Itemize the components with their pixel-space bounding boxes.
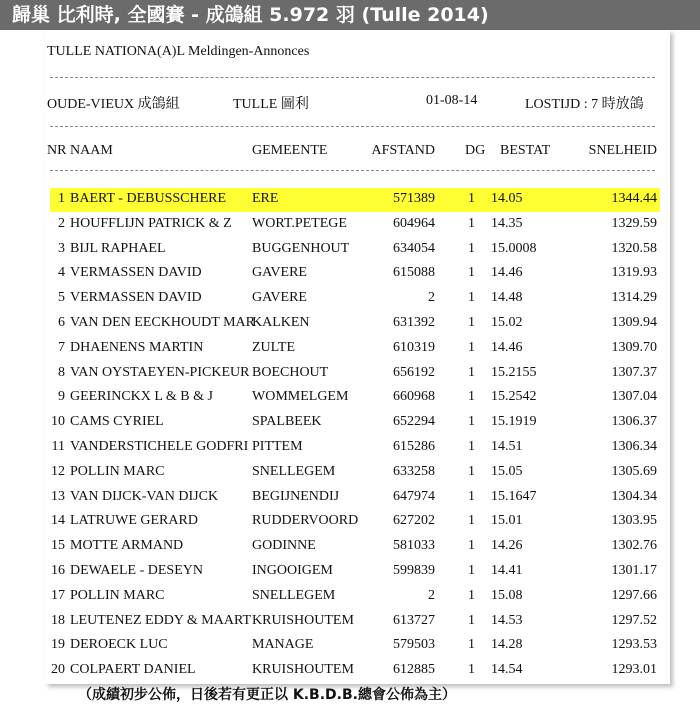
cell-nr: 20 xyxy=(51,662,65,678)
cell-nr: 1 xyxy=(58,191,65,206)
cell-dg: 1 xyxy=(468,463,475,479)
cell-dg: 1 xyxy=(468,513,475,529)
cell-snelheid: 1306.37 xyxy=(611,414,657,430)
cell-dg: 1 xyxy=(468,339,475,355)
cell-afstand: 634054 xyxy=(393,240,435,256)
cell-dg: 1 xyxy=(468,587,475,603)
cell-gemeente: SNELLEGEM xyxy=(252,463,336,479)
cell-afstand: 2 xyxy=(428,290,435,306)
cell-bestat: 14.46 xyxy=(491,339,523,355)
header-afstand: AFSTAND xyxy=(371,143,435,158)
cell-afstand: 652294 xyxy=(393,414,435,430)
cell-bestat: 14.41 xyxy=(491,563,523,578)
cell-snelheid: 1309.94 xyxy=(611,315,657,330)
table-row xyxy=(45,337,670,361)
cell-bestat: 14.35 xyxy=(491,215,523,231)
cell-snelheid: 1303.95 xyxy=(611,513,657,529)
cell-gemeente: PITTEM xyxy=(252,439,303,454)
cell-naam: HOUFFLIJN PATRICK & Z xyxy=(70,215,232,231)
table-row xyxy=(45,510,670,534)
cell-nr: 14 xyxy=(51,513,65,529)
cell-naam: BAERT - DEBUSSCHERE xyxy=(70,191,227,206)
cell-nr: 3 xyxy=(58,240,65,256)
cell-naam: POLLIN MARC xyxy=(70,587,165,603)
cell-afstand: 2 xyxy=(428,587,435,603)
cell-naam: POLLIN MARC xyxy=(70,463,165,479)
cell-gemeente: WOMMELGEM xyxy=(252,389,349,405)
cell-naam: VERMASSEN DAVID xyxy=(70,290,202,306)
cell-dg: 1 xyxy=(468,215,475,231)
table-row xyxy=(45,461,670,485)
cell-dg: 1 xyxy=(468,637,475,653)
cell-bestat: 15.0008 xyxy=(491,240,537,256)
cell-bestat: 15.02 xyxy=(491,315,523,330)
cell-gemeente: RUDDERVOORD xyxy=(252,513,359,529)
cell-afstand: 631392 xyxy=(393,315,435,330)
cell-naam: BIJL RAPHAEL xyxy=(70,240,166,256)
cell-gemeente: BOECHOUT xyxy=(252,364,329,380)
cell-bestat: 14.53 xyxy=(491,612,523,628)
cell-gemeente: INGOOIGEM xyxy=(252,563,333,578)
cell-afstand: 612885 xyxy=(393,662,435,678)
cell-naam: LATRUWE GERARD xyxy=(70,513,198,529)
cell-naam: DEWAELE - DESEYN xyxy=(70,563,203,578)
cell-afstand: 615088 xyxy=(393,265,435,281)
cell-afstand: 599839 xyxy=(393,563,435,578)
cell-dg: 1 xyxy=(468,563,475,578)
cell-naam: VAN DEN EECKHOUDT MAR xyxy=(70,315,255,330)
cell-nr: 19 xyxy=(51,637,65,653)
cell-snelheid: 1314.29 xyxy=(611,290,657,306)
cell-bestat: 15.05 xyxy=(491,463,523,479)
cell-snelheid: 1293.01 xyxy=(611,662,657,678)
cell-gemeente: GODINNE xyxy=(252,538,316,554)
cell-naam: CAMS CYRIEL xyxy=(70,414,164,430)
cell-snelheid: 1302.76 xyxy=(611,538,657,554)
cell-gemeente: KRUISHOUTEM xyxy=(252,662,354,678)
table-row xyxy=(45,411,670,435)
cell-snelheid: 1344.44 xyxy=(611,191,657,206)
cell-bestat: 14.54 xyxy=(491,662,523,678)
cell-gemeente: BEGIJNENDIJ xyxy=(252,488,340,504)
cell-afstand: 647974 xyxy=(393,488,435,504)
cell-dg: 1 xyxy=(468,290,475,306)
table-row xyxy=(45,386,670,410)
cell-dg: 1 xyxy=(468,389,475,405)
cell-gemeente: KALKEN xyxy=(252,315,310,330)
cell-bestat: 15.2155 xyxy=(491,364,537,380)
cell-dg: 1 xyxy=(468,662,475,678)
cell-dg: 1 xyxy=(468,612,475,628)
cell-bestat: 14.48 xyxy=(491,290,523,306)
page-banner-title: 歸巢 比利時, 全國賽 - 成鴿組 5.972 羽 (Tulle 2014) xyxy=(0,0,700,30)
cell-nr: 17 xyxy=(51,587,65,603)
cell-snelheid: 1304.34 xyxy=(611,488,657,504)
table-row xyxy=(45,238,670,262)
table-row xyxy=(45,659,670,683)
cell-naam: DHAENENS MARTIN xyxy=(70,339,204,355)
cell-gemeente: SNELLEGEM xyxy=(252,587,336,603)
cell-snelheid: 1306.34 xyxy=(611,439,657,454)
cell-naam: GEERINCKX L & B & J xyxy=(70,389,213,405)
cell-nr: 16 xyxy=(51,563,65,578)
cell-nr: 5 xyxy=(58,290,65,306)
table-row xyxy=(45,287,670,311)
table-row xyxy=(45,535,670,559)
cell-nr: 12 xyxy=(51,463,65,479)
cell-nr: 6 xyxy=(58,315,65,330)
cell-nr: 15 xyxy=(51,538,65,554)
cell-bestat: 14.46 xyxy=(491,265,523,281)
cell-bestat: 15.08 xyxy=(491,587,523,603)
table-row xyxy=(45,188,670,212)
cell-nr: 4 xyxy=(58,265,65,281)
cell-naam: LEUTENEZ EDDY & MAART xyxy=(70,612,252,628)
cell-nr: 13 xyxy=(51,488,65,504)
cell-snelheid: 1307.04 xyxy=(611,389,657,405)
cell-dg: 1 xyxy=(468,240,475,256)
cell-bestat: 15.1919 xyxy=(491,414,537,430)
cell-nr: 11 xyxy=(51,439,65,454)
cell-nr: 2 xyxy=(58,215,65,231)
cell-dg: 1 xyxy=(468,191,475,206)
divider xyxy=(50,126,655,127)
header-gemeente: GEMEENTE xyxy=(252,143,328,158)
cell-bestat: 14.05 xyxy=(491,191,523,206)
cell-snelheid: 1319.93 xyxy=(611,265,657,281)
cell-snelheid: 1329.59 xyxy=(611,215,657,231)
race-place: TULLE 圖利 xyxy=(233,97,309,112)
header-nr: NR xyxy=(47,143,67,158)
cell-naam: MOTTE ARMAND xyxy=(70,538,184,554)
cell-gemeente: ZULTE xyxy=(252,339,296,355)
cell-naam: VANDERSTICHELE GODFRI xyxy=(70,439,249,454)
cell-gemeente: KRUISHOUTEM xyxy=(252,612,354,628)
cell-afstand: 660968 xyxy=(393,389,435,405)
cell-naam: VAN DIJCK-VAN DIJCK xyxy=(70,488,219,504)
cell-afstand: 604964 xyxy=(393,215,435,231)
table-row xyxy=(45,312,670,336)
table-row xyxy=(45,436,670,460)
cell-afstand: 627202 xyxy=(393,513,435,529)
cell-snelheid: 1307.37 xyxy=(611,364,657,380)
header-naam: NAAM xyxy=(70,143,113,158)
cell-dg: 1 xyxy=(468,315,475,330)
race-category: OUDE-VIEUX 成鴿組 xyxy=(47,97,180,112)
cell-naam: DEROECK LUC xyxy=(70,637,168,653)
cell-dg: 1 xyxy=(468,414,475,430)
table-row xyxy=(45,213,670,237)
race-date: 01-08-14 xyxy=(426,93,478,108)
cell-snelheid: 1309.70 xyxy=(611,339,657,355)
table-row xyxy=(45,585,670,609)
header-bestat: BESTAT xyxy=(500,143,551,158)
cell-gemeente: SPALBEEK xyxy=(252,414,322,430)
cell-dg: 1 xyxy=(468,538,475,554)
table-row xyxy=(45,486,670,510)
divider xyxy=(50,170,655,171)
cell-gemeente: ERE xyxy=(252,191,279,206)
cell-afstand: 579503 xyxy=(393,637,435,653)
header-dg: DG xyxy=(465,143,486,158)
doc-title: TULLE NATIONA(A)L Meldingen-Annonces xyxy=(47,44,310,59)
table-row xyxy=(45,560,670,584)
cell-dg: 1 xyxy=(468,364,475,380)
cell-dg: 1 xyxy=(468,265,475,281)
cell-gemeente: GAVERE xyxy=(252,265,307,281)
cell-gemeente: GAVERE xyxy=(252,290,307,306)
cell-nr: 8 xyxy=(58,364,65,380)
cell-bestat: 14.28 xyxy=(491,637,523,653)
cell-bestat: 15.2542 xyxy=(491,389,537,405)
lostijd: LOSTIJD : 7 時放鴿 xyxy=(525,97,644,112)
cell-nr: 10 xyxy=(51,414,65,430)
cell-afstand: 613727 xyxy=(393,612,435,628)
cell-bestat: 15.01 xyxy=(491,513,523,529)
table-row xyxy=(45,262,670,286)
cell-snelheid: 1301.17 xyxy=(611,563,657,578)
cell-snelheid: 1320.58 xyxy=(611,240,657,256)
cell-naam: VAN OYSTAEYEN-PICKEUR xyxy=(70,364,250,380)
cell-dg: 1 xyxy=(468,488,475,504)
cell-afstand: 615286 xyxy=(393,439,435,454)
cell-snelheid: 1293.53 xyxy=(611,637,657,653)
cell-nr: 9 xyxy=(58,389,65,405)
divider xyxy=(50,77,655,78)
cell-dg: 1 xyxy=(468,439,475,454)
cell-gemeente: BUGGENHOUT xyxy=(252,240,350,256)
cell-snelheid: 1305.69 xyxy=(611,463,657,479)
table-row xyxy=(45,362,670,386)
cell-afstand: 656192 xyxy=(393,364,435,380)
cell-afstand: 633258 xyxy=(393,463,435,479)
cell-gemeente: MANAGE xyxy=(252,637,314,653)
cell-bestat: 14.26 xyxy=(491,538,523,554)
cell-naam: COLPAERT DANIEL xyxy=(70,662,196,678)
cell-afstand: 610319 xyxy=(393,339,435,355)
table-header xyxy=(45,140,670,164)
cell-nr: 7 xyxy=(58,339,65,355)
cell-afstand: 581033 xyxy=(393,538,435,554)
cell-gemeente: WORT.PETEGE xyxy=(252,215,347,231)
cell-afstand: 571389 xyxy=(393,191,435,206)
header-snelheid: SNELHEID xyxy=(588,143,657,158)
cell-snelheid: 1297.52 xyxy=(611,612,657,628)
cell-naam: VERMASSEN DAVID xyxy=(70,265,202,281)
table-row xyxy=(45,634,670,658)
footer-note: （成績初步公佈，日後若有更正以 K.B.D.B.總會公佈為主） xyxy=(78,687,456,703)
cell-bestat: 14.51 xyxy=(491,439,523,454)
cell-bestat: 15.1647 xyxy=(491,488,537,504)
table-row xyxy=(45,610,670,634)
results-sheet xyxy=(45,30,670,684)
cell-snelheid: 1297.66 xyxy=(611,587,657,603)
cell-nr: 18 xyxy=(51,612,65,628)
